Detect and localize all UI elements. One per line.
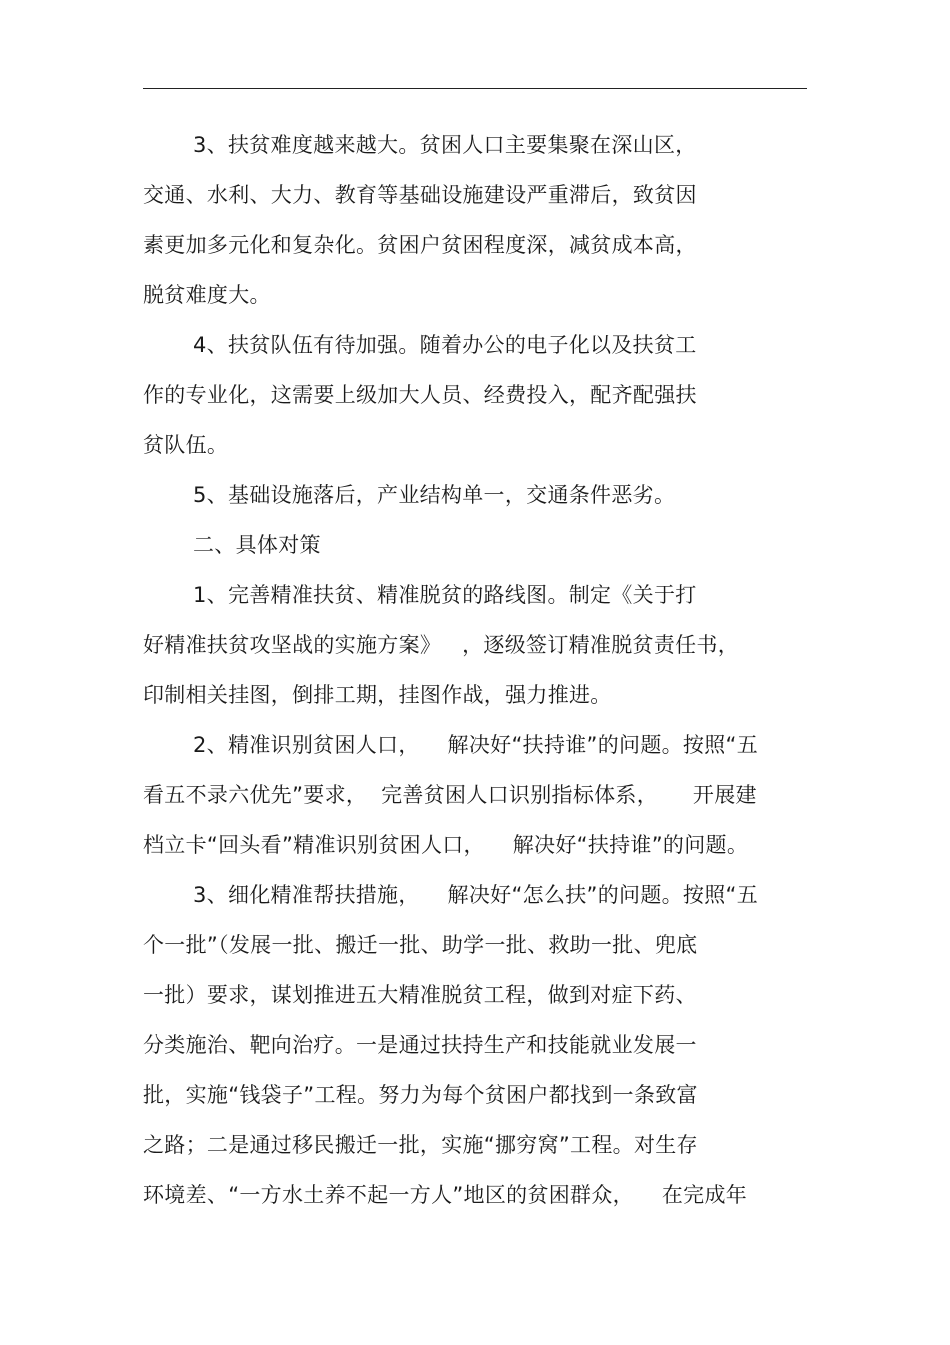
- paragraph-line: 贫队伍。: [143, 433, 229, 457]
- paragraph-line: 交通、水利、大力、教育等基础设施建设严重滞后，致贫因: [143, 183, 697, 207]
- paragraph-line: 1、完善精准扶贫、精准脱贫的路线图。制定《关于打: [193, 583, 697, 607]
- paragraph-line: 批，实施“钱袋子”工程。努力为每个贫困户都找到一条致富: [143, 1083, 698, 1107]
- paragraph-line: 环境差、“一方水土养不起一方人”地区的贫困群众， 在完成年: [143, 1183, 748, 1207]
- paragraph-line: 好精准扶贫攻坚战的实施方案》 ，逐级签订精准脱贫责任书，: [143, 633, 740, 657]
- paragraph-line: 之路；二是通过移民搬迁一批，实施“挪穷窝”工程。对生存: [143, 1133, 698, 1157]
- paragraph-line: 3、扶贫难度越来越大。贫困人口主要集聚在深山区，: [193, 133, 697, 157]
- paragraph-line: 5、基础设施落后，产业结构单一，交通条件恶劣。: [193, 483, 676, 507]
- paragraph-line: 分类施治、靶向治疗。一是通过扶持生产和技能就业发展一: [143, 1033, 697, 1057]
- paragraph-line: 印制相关挂图，倒排工期，挂图作战，强力推进。: [143, 683, 612, 707]
- section-heading: 二、具体对策: [193, 533, 321, 557]
- paragraph-line: 3、细化精准帮扶措施， 解决好“怎么扶”的问题。按照“五: [193, 883, 758, 907]
- paragraph-line: 脱贫难度大。: [143, 283, 271, 307]
- header-rule: [143, 88, 807, 89]
- paragraph-line: 一批）要求，谋划推进五大精准脱贫工程，做到对症下药、: [143, 983, 697, 1007]
- paragraph-line: 2、精准识别贫困人口， 解决好“扶持谁”的问题。按照“五: [193, 733, 758, 757]
- paragraph-line: 档立卡“回头看”精准识别贫困人口， 解决好“扶持谁”的问题。: [143, 833, 749, 857]
- paragraph-line: 素更加多元化和复杂化。贫困户贫困程度深，减贫成本高，: [143, 233, 697, 257]
- paragraph-line: 4、扶贫队伍有待加强。随着办公的电子化以及扶贫工: [193, 333, 697, 357]
- paragraph-line: 个一批”（发展一批、搬迁一批、助学一批、救助一批、兜底: [143, 933, 698, 957]
- paragraph-line: 看五不录六优先”要求， 完善贫困人口识别指标体系， 开展建: [143, 783, 757, 807]
- paragraph-line: 作的专业化，这需要上级加大人员、经费投入，配齐配强扶: [143, 383, 697, 407]
